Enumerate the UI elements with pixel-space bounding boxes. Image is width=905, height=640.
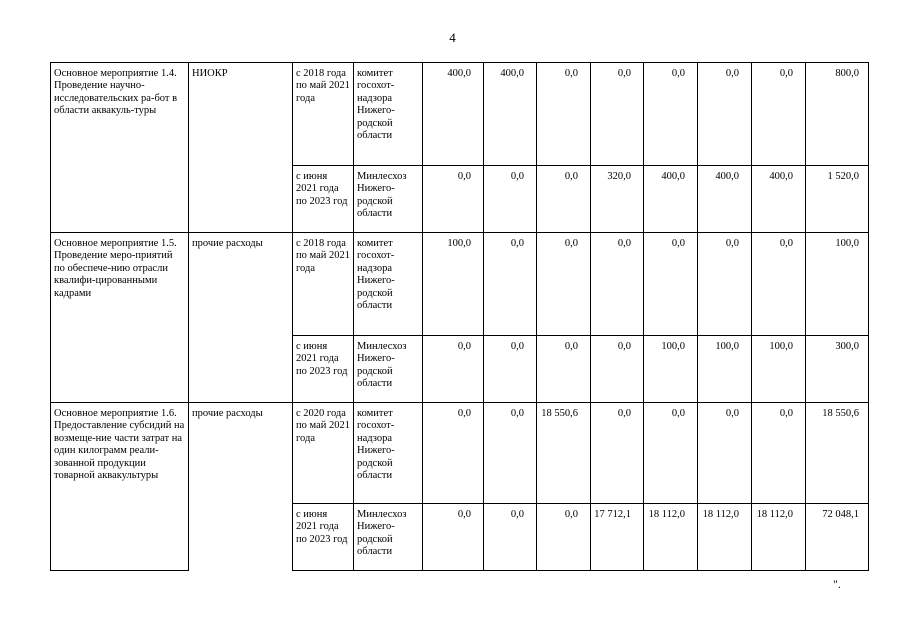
value-cell: 0,0 xyxy=(591,403,644,504)
value-cell: 0,0 xyxy=(484,403,537,504)
value-cell: 0,0 xyxy=(591,336,644,403)
value-cell: 100,0 xyxy=(644,336,698,403)
program-activities-table xyxy=(50,62,869,571)
value-cell: 320,0 xyxy=(591,166,644,233)
table-row xyxy=(51,233,869,336)
value-cell: 0,0 xyxy=(644,63,698,166)
expense-type-cell: прочие расходы xyxy=(189,233,293,403)
activity-name-cell: Основное мероприятие 1.5. Проведение меро-приятий по обеспече-нию отрасли квалифи-цированными кадрами xyxy=(51,233,189,403)
value-cell: 0,0 xyxy=(698,233,752,336)
value-cell: 100,0 xyxy=(752,336,806,403)
value-cell: 100,0 xyxy=(423,233,484,336)
period-cell: с июня 2021 года по 2023 год xyxy=(293,166,354,233)
value-cell: 18 112,0 xyxy=(698,504,752,571)
value-cell: 0,0 xyxy=(644,233,698,336)
period-cell: с 2020 года по май 2021 года xyxy=(293,403,354,504)
activity-name-cell: Основное мероприятие 1.4. Проведение научно-исследовательских ра-бот в области аквакуль-туры xyxy=(51,63,189,233)
value-cell: 0,0 xyxy=(698,63,752,166)
table-row xyxy=(51,403,869,504)
period-cell: с 2018 года по май 2021 года xyxy=(293,63,354,166)
value-cell: 18 112,0 xyxy=(644,504,698,571)
value-cell: 0,0 xyxy=(591,63,644,166)
value-cell: 0,0 xyxy=(752,63,806,166)
executor-cell: Минлесхоз Нижего-родской области xyxy=(354,166,423,233)
value-cell: 0,0 xyxy=(484,233,537,336)
table-row xyxy=(51,63,869,166)
value-cell: 0,0 xyxy=(752,403,806,504)
value-cell: 400,0 xyxy=(752,166,806,233)
value-cell: 0,0 xyxy=(423,166,484,233)
total-cell: 100,0 xyxy=(806,233,869,336)
executor-cell: Минлесхоз Нижего-родской области xyxy=(354,504,423,571)
value-cell: 0,0 xyxy=(537,233,591,336)
total-cell: 300,0 xyxy=(806,336,869,403)
total-cell: 72 048,1 xyxy=(806,504,869,571)
value-cell: 400,0 xyxy=(484,63,537,166)
period-cell: с июня 2021 года по 2023 год xyxy=(293,504,354,571)
value-cell: 400,0 xyxy=(698,166,752,233)
executor-cell: комитет госохот-надзора Нижего-родской области xyxy=(354,403,423,504)
total-cell: 1 520,0 xyxy=(806,166,869,233)
value-cell: 400,0 xyxy=(423,63,484,166)
value-cell: 0,0 xyxy=(537,504,591,571)
value-cell: 0,0 xyxy=(537,166,591,233)
activity-name-cell: Основное мероприятие 1.6. Предоставление субсидий на возмеще-ние части затрат на один килограмм реали-зованной продукции товарной аквакультуры xyxy=(51,403,189,571)
value-cell: 0,0 xyxy=(698,403,752,504)
value-cell: 0,0 xyxy=(484,504,537,571)
executor-cell: Минлесхоз Нижего-родской области xyxy=(354,336,423,403)
value-cell: 400,0 xyxy=(644,166,698,233)
period-cell: с 2018 года по май 2021 года xyxy=(293,233,354,336)
total-cell: 18 550,6 xyxy=(806,403,869,504)
total-cell: 800,0 xyxy=(806,63,869,166)
period-cell: с июня 2021 года по 2023 год xyxy=(293,336,354,403)
value-cell: 0,0 xyxy=(484,166,537,233)
value-cell: 0,0 xyxy=(423,336,484,403)
value-cell: 100,0 xyxy=(698,336,752,403)
closing-quote-mark: ". xyxy=(833,577,841,591)
value-cell: 0,0 xyxy=(591,233,644,336)
value-cell: 18 550,6 xyxy=(537,403,591,504)
expense-type-cell: прочие расходы xyxy=(189,403,293,571)
value-cell: 17 712,1 xyxy=(591,504,644,571)
value-cell: 0,0 xyxy=(484,336,537,403)
value-cell: 0,0 xyxy=(537,63,591,166)
executor-cell: комитет госохот-надзора Нижего-родской области xyxy=(354,233,423,336)
value-cell: 0,0 xyxy=(423,504,484,571)
page-number: 4 xyxy=(449,30,456,45)
value-cell: 0,0 xyxy=(423,403,484,504)
value-cell: 0,0 xyxy=(644,403,698,504)
expense-type-cell: НИОКР xyxy=(189,63,293,233)
value-cell: 0,0 xyxy=(537,336,591,403)
executor-cell: комитет госохот-надзора Нижего-родской области xyxy=(354,63,423,166)
value-cell: 0,0 xyxy=(752,233,806,336)
value-cell: 18 112,0 xyxy=(752,504,806,571)
